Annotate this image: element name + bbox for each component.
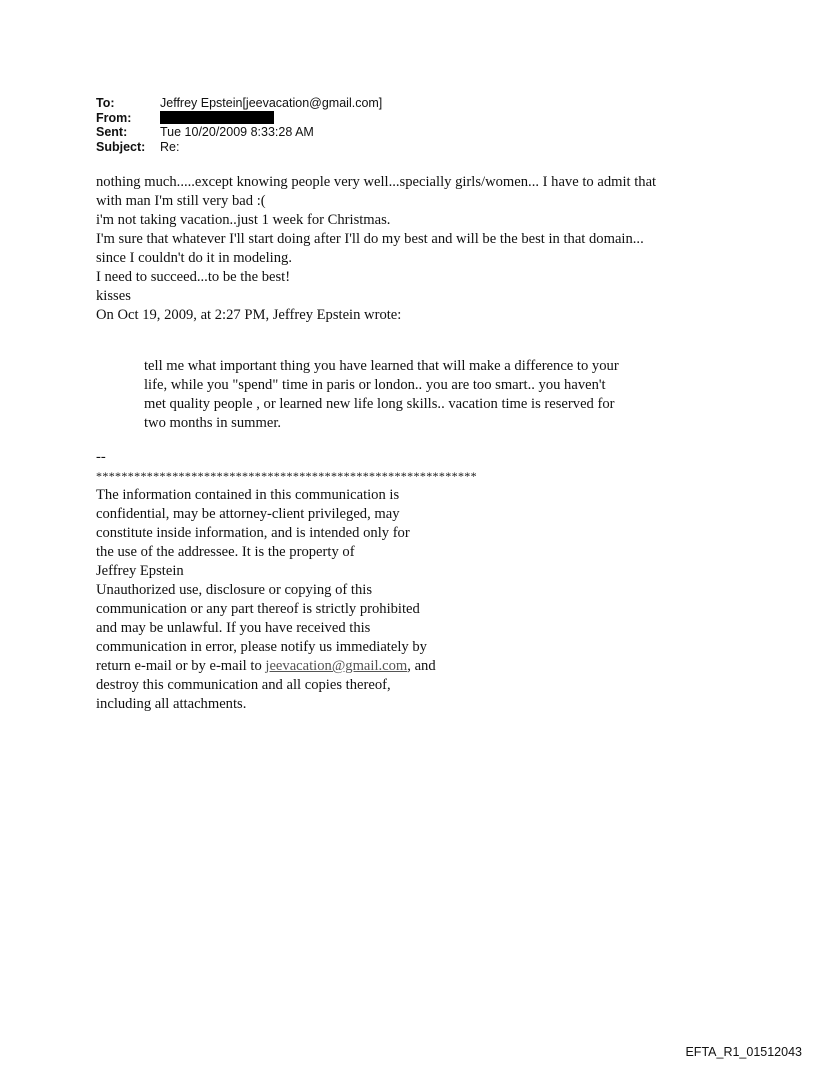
confidentiality-footer — [96, 448, 477, 714]
quoted-line: life, while you "spend" time in paris or london.. you are too smart.. you haven't — [144, 377, 606, 393]
body-line: i'm not taking vacation..just 1 week for Christmas. — [96, 212, 391, 228]
return-suffix: , and — [407, 658, 436, 674]
footer-line: the use of the addressee. It is the property of — [96, 544, 355, 560]
document-id: EFTA_R1_01512043 — [685, 1045, 802, 1059]
footer-line: communication or any part thereof is strictly prohibited — [96, 601, 420, 617]
star-divider: ************************************************************ — [96, 469, 477, 483]
footer-line: communication in error, please notify us immediately by — [96, 639, 427, 655]
body-line: kisses — [96, 288, 131, 304]
reply-attribution: On Oct 19, 2009, at 2:27 PM, Jeffrey Epstein wrote: — [96, 307, 402, 323]
subject-value: Re: — [160, 139, 180, 154]
footer-line: constitute inside information, and is intended only for — [96, 525, 410, 541]
redaction-bar — [160, 111, 274, 124]
return-prefix: return e-mail or by e-mail to — [96, 658, 266, 674]
email-header — [96, 96, 382, 154]
body-line: with man I'm still very bad :( — [96, 193, 266, 209]
body-line: I'm sure that whatever I'll start doing after I'll do my best and will be the best in that domain... — [96, 231, 644, 247]
sent-value: Tue 10/20/2009 8:33:28 AM — [160, 125, 314, 139]
from-row — [96, 111, 382, 126]
to-value: Jeffrey Epstein[jeevacation@gmail.com] — [160, 96, 383, 110]
to-row — [96, 96, 382, 111]
footer-line: Jeffrey Epstein — [96, 563, 184, 579]
message-body — [96, 173, 776, 325]
signature-dashes: -- — [96, 449, 106, 465]
quoted-line: met quality people , or learned new life long skills.. vacation time is reserved for — [144, 396, 615, 412]
from-label: From: — [96, 110, 132, 125]
footer-line: Unauthorized use, disclosure or copying of this — [96, 582, 373, 598]
footer-line — [96, 657, 477, 676]
body-line: I need to succeed...to be the best! — [96, 269, 291, 285]
quoted-line: tell me what important thing you have learned that will make a difference to your — [144, 358, 619, 374]
body-line: nothing much.....except knowing people very well...specially girls/women... I have to admit that — [96, 174, 657, 190]
subject-label: Subject: — [96, 139, 146, 154]
sent-row — [96, 125, 382, 140]
to-label: To: — [96, 96, 115, 110]
footer-line: destroy this communication and all copies thereof, — [96, 677, 391, 693]
footer-line: and may be unlawful. If you have received this — [96, 620, 371, 636]
email-link[interactable]: jeevacation@gmail.com — [265, 658, 408, 674]
body-line: since I couldn't do it in modeling. — [96, 250, 292, 266]
quoted-message — [144, 357, 619, 433]
footer-line: including all attachments. — [96, 696, 247, 712]
subject-row — [96, 140, 382, 155]
footer-line: confidential, may be attorney-client privileged, may — [96, 506, 400, 522]
footer-line: The information contained in this communication is — [96, 487, 400, 503]
sent-label: Sent: — [96, 125, 128, 139]
quoted-line: two months in summer. — [144, 415, 282, 431]
